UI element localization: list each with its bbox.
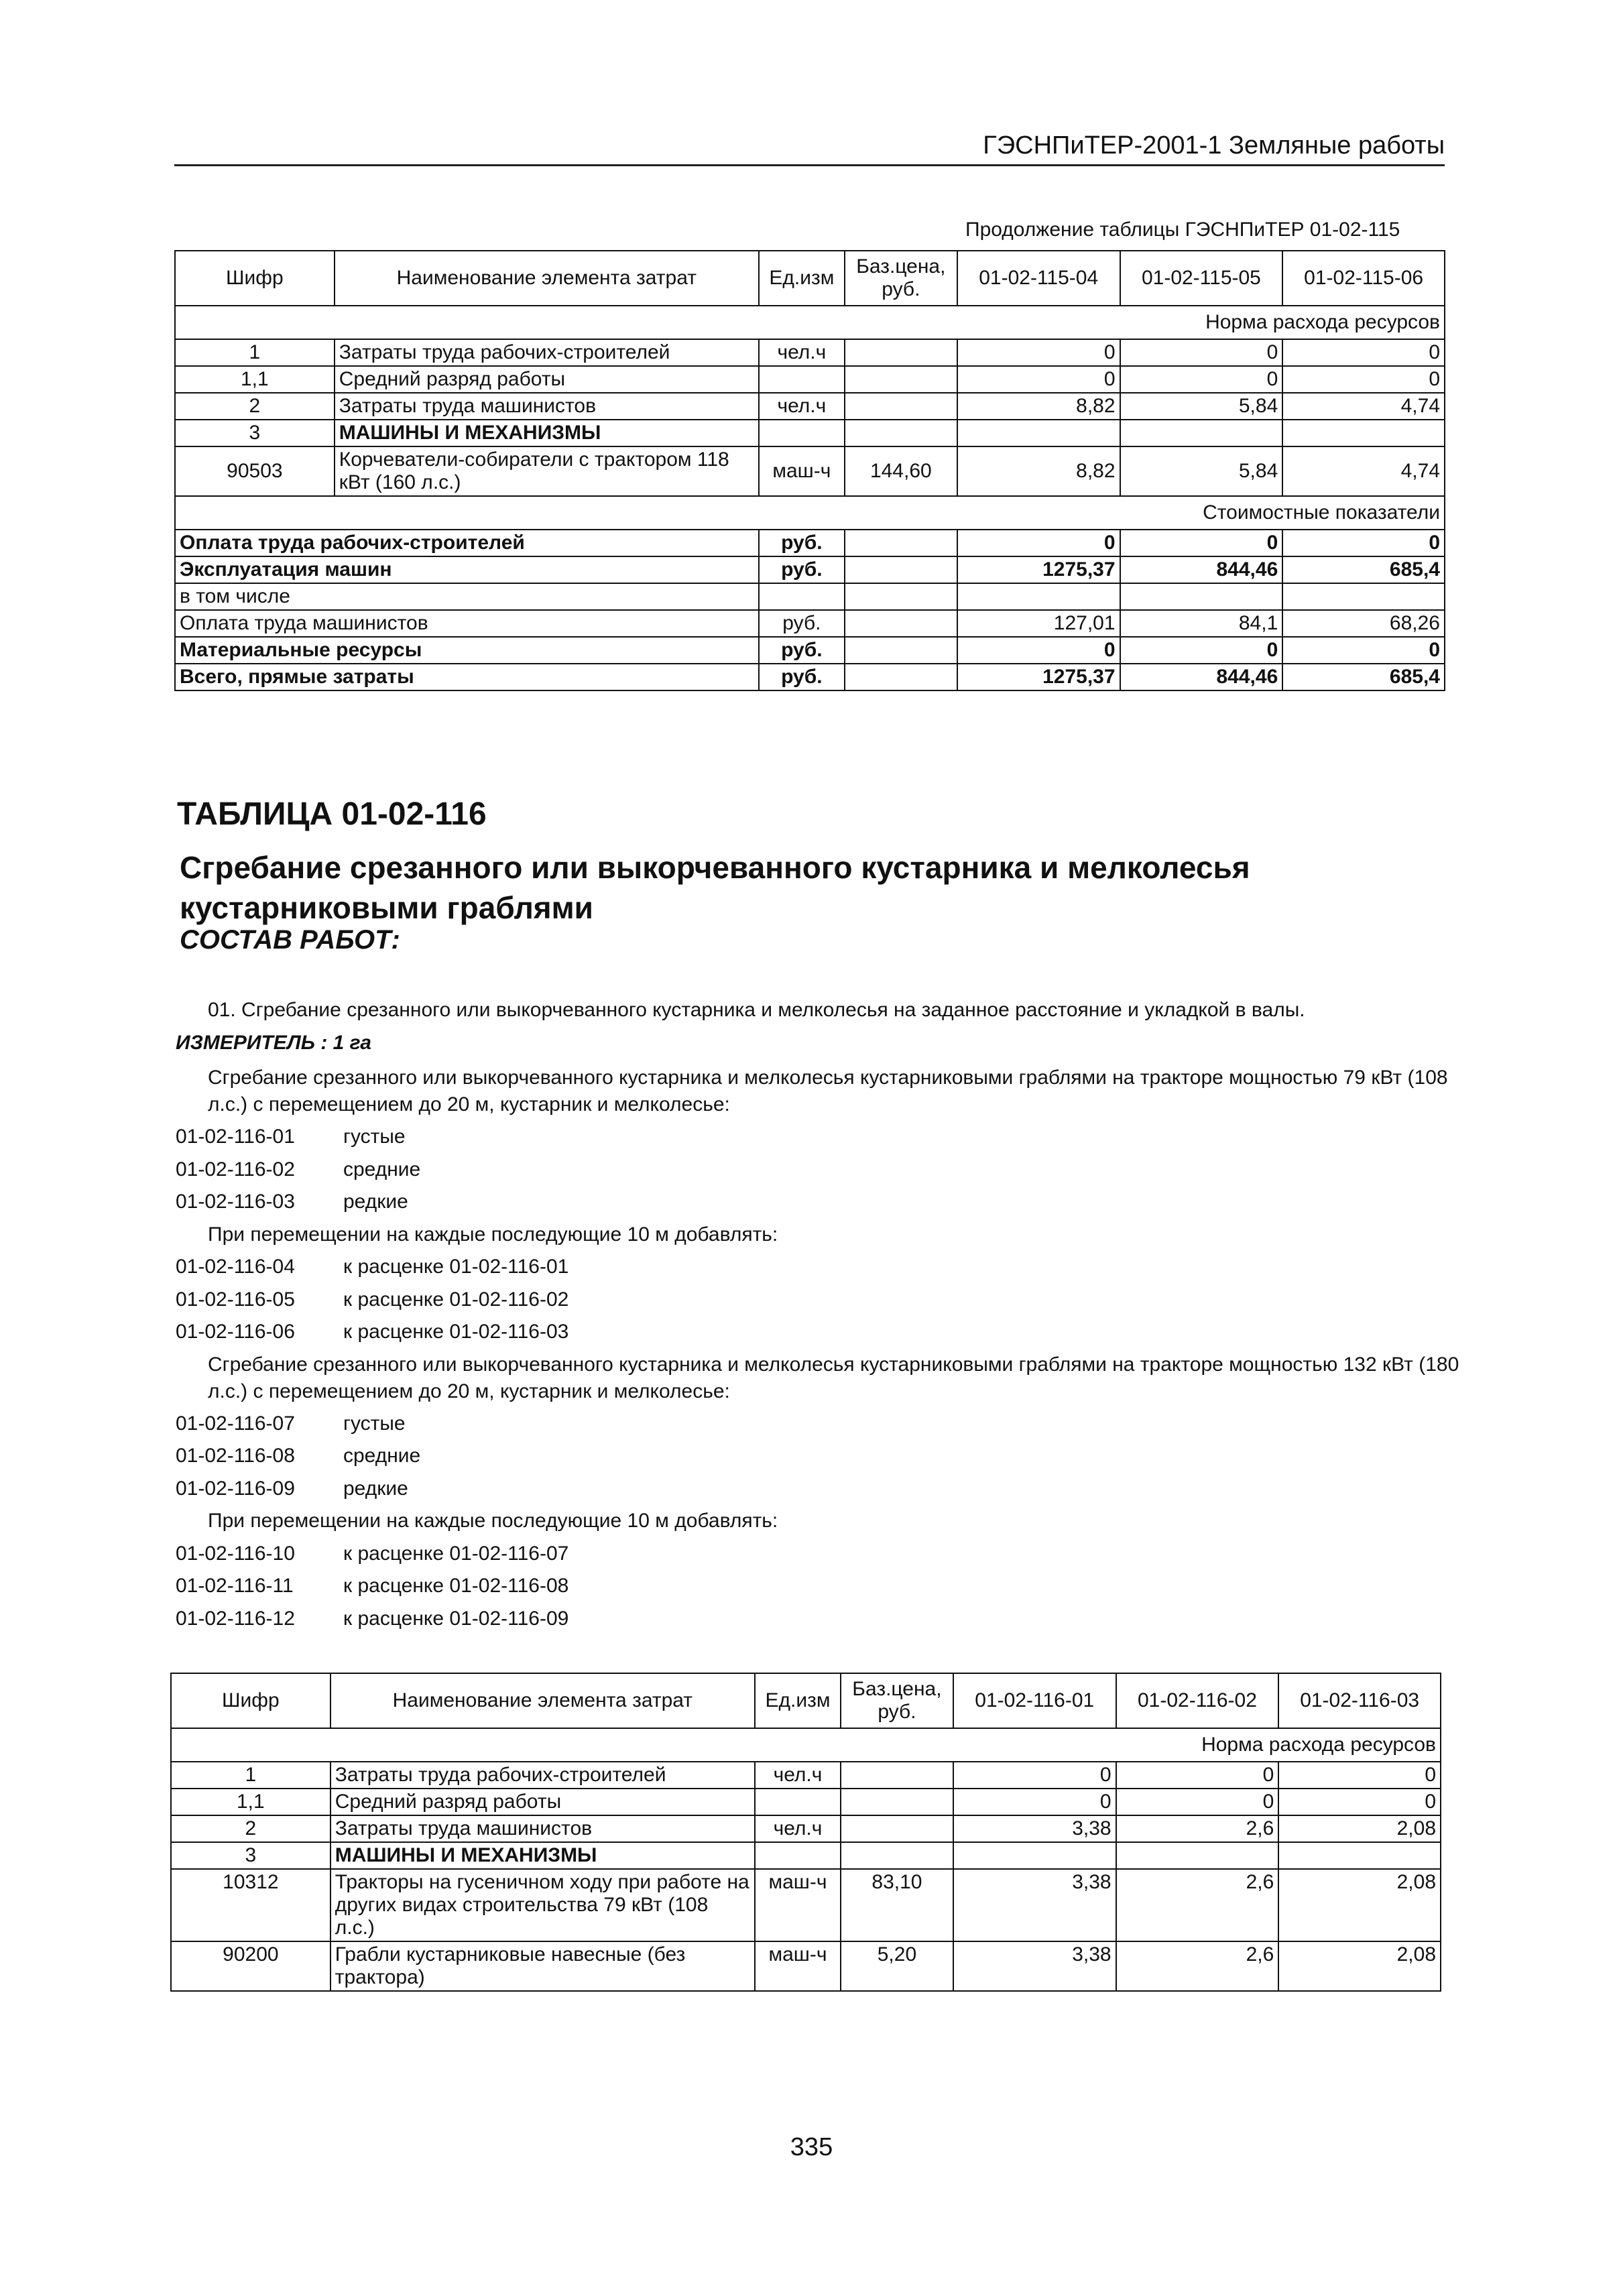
rate-text: к расценке 01-02-116-09 (343, 1607, 569, 1630)
cell-value: 0 (1282, 366, 1445, 393)
col-header-name: Наименование элемента затрат (335, 251, 759, 306)
rate-code: 01-02-116-04 (176, 1256, 295, 1278)
cell-value: 0 (953, 1789, 1116, 1815)
table-row (175, 556, 1445, 583)
cell-value: 1275,37 (957, 664, 1120, 690)
cell-name: в том числе (175, 583, 759, 610)
cell-unit: руб. (759, 664, 845, 690)
cell-name: Оплата труда рабочих-строителей (175, 530, 759, 556)
cell-value: 685,4 (1282, 556, 1445, 583)
cell-code: 2 (175, 393, 335, 420)
rate-code: 01-02-116-03 (176, 1191, 295, 1213)
cell-code: 1,1 (171, 1789, 330, 1815)
rate-text: средние (343, 1158, 421, 1181)
cell-value: 4,74 (1282, 446, 1445, 496)
rate-code: 01-02-116-10 (176, 1542, 295, 1565)
add-intro: При перемещении на каждые последующие 10 м добавлять: (208, 1510, 778, 1532)
list-item (176, 1603, 1469, 1636)
cell-value: 8,82 (957, 446, 1120, 496)
rate-text: средние (343, 1445, 421, 1467)
cell-value: 5,84 (1120, 393, 1283, 420)
table-row (175, 610, 1445, 637)
cell-price (845, 393, 957, 420)
cell-name: Материальные ресурсы (175, 637, 759, 664)
cell-value: 0 (957, 366, 1120, 393)
col-header-rate: 01-02-115-04 (957, 251, 1120, 306)
cell-name: Затраты труда рабочих-строителей (330, 1762, 755, 1789)
table-row (175, 339, 1445, 366)
cell-unit: маш-ч (759, 446, 845, 496)
cell-value: 5,84 (1120, 446, 1283, 496)
list-item (176, 1440, 1469, 1473)
cell-name: МАШИНЫ И МЕХАНИЗМЫ (335, 420, 759, 446)
table-row (171, 1815, 1441, 1842)
cell-code: 2 (171, 1815, 330, 1842)
table-row (171, 1869, 1441, 1941)
work-composition-heading: СОСТАВ РАБОТ: (180, 925, 400, 955)
running-header: ГЭСНПиТЕР-2001-1 Земляные работы (174, 131, 1445, 166)
col-header-rate: 01-02-116-03 (1278, 1673, 1441, 1728)
cell-unit: маш-ч (755, 1941, 841, 1991)
list-item (176, 1570, 1469, 1603)
cell-value: 0 (1120, 366, 1283, 393)
cell-unit: маш-ч (755, 1869, 841, 1941)
cell-price (845, 339, 957, 366)
cell-name: Затраты труда рабочих-строителей (335, 339, 759, 366)
cell-price: 5,20 (841, 1941, 953, 1991)
group-intro: Сгребание срезанного или выкорчеванного кустарника и мелколесья кустарниковыми граблями на тракторе мощностью 132 кВт (180 л.с.) с перемещением до 20 м, кустарник и мелколесье: (208, 1353, 1459, 1402)
cell-name: Затраты труда машинистов (335, 393, 759, 420)
section-heading: Сгребание срезанного или выкорчеванного кустарника и мелколесья кустарниковыми граблями (180, 850, 1250, 925)
cell-value: 2,6 (1116, 1815, 1279, 1842)
cell-value: 2,6 (1116, 1869, 1279, 1941)
cell-unit: чел.ч (755, 1762, 841, 1789)
list-item (176, 1121, 1469, 1154)
rate-text: густые (343, 1126, 406, 1148)
cell-code: 3 (171, 1842, 330, 1869)
table-continuation-caption: Продолжение таблицы ГЭСНПиТЕР 01-02-115 (965, 219, 1400, 241)
cell-value: 0 (1116, 1762, 1279, 1789)
rate-code: 01-02-116-02 (176, 1158, 295, 1181)
cell-value: 8,82 (957, 393, 1120, 420)
cell-value: 685,4 (1282, 664, 1445, 690)
cell-value: 0 (957, 339, 1120, 366)
cell-name: Тракторы на гусеничном ходу при работе на других видах строительства 79 кВт (108 л.с.) (330, 1869, 755, 1941)
table-row (171, 1941, 1441, 1991)
col-header-rate: 01-02-115-06 (1282, 251, 1445, 306)
cell-unit: чел.ч (759, 339, 845, 366)
cell-unit: чел.ч (759, 393, 845, 420)
table-row (171, 1789, 1441, 1815)
section-body (176, 994, 1469, 1635)
rate-code: 01-02-116-09 (176, 1477, 295, 1500)
col-header-rate: 01-02-115-05 (1120, 251, 1283, 306)
cell-unit: руб. (759, 610, 845, 637)
list-item (176, 1316, 1469, 1349)
cell-unit (759, 366, 845, 393)
list-item (176, 1408, 1469, 1441)
table-row (175, 420, 1445, 446)
cell-value: 0 (957, 530, 1120, 556)
cell-value: 2,6 (1116, 1941, 1279, 1991)
table-header-row (171, 1673, 1441, 1728)
col-header-unit: Ед.изм (755, 1673, 841, 1728)
work-item: 01. Сгребание срезанного или выкорчеванного кустарника и мелколесья на заданное расстояние и укладкой в валы. (208, 999, 1305, 1021)
cell-code: 3 (175, 420, 335, 446)
cell-value: 3,38 (953, 1815, 1116, 1842)
rate-code: 01-02-116-11 (176, 1575, 294, 1597)
cell-value: 0 (1282, 637, 1445, 664)
page-number: 335 (790, 2133, 833, 2161)
rate-code: 01-02-116-07 (176, 1412, 295, 1435)
table-row (175, 446, 1445, 496)
cell-value: 0 (1282, 339, 1445, 366)
table-row (175, 637, 1445, 664)
rate-text: густые (343, 1412, 406, 1435)
list-item (176, 1473, 1469, 1506)
cell-name: Всего, прямые затраты (175, 664, 759, 690)
cell-value: 844,46 (1120, 664, 1283, 690)
rate-text: к расценке 01-02-116-03 (343, 1321, 569, 1343)
rate-code: 01-02-116-08 (176, 1445, 295, 1467)
list-item (176, 1154, 1469, 1187)
rate-code: 01-02-116-01 (176, 1126, 295, 1148)
resource-table-116 (170, 1673, 1441, 1992)
col-header-unit: Ед.изм (759, 251, 845, 306)
col-header-rate: 01-02-116-02 (1116, 1673, 1279, 1728)
rate-text: к расценке 01-02-116-08 (343, 1575, 569, 1597)
list-item (176, 1251, 1469, 1284)
cell-name: Корчеватели-собиратели с трактором 118 кВт (160 л.с.) (335, 446, 759, 496)
cell-value: 2,08 (1278, 1815, 1441, 1842)
cell-value: 4,74 (1282, 393, 1445, 420)
cell-unit: чел.ч (755, 1815, 841, 1842)
meter-label: ИЗМЕРИТЕЛЬ : 1 га (176, 1031, 371, 1054)
cell-name: Средний разряд работы (330, 1789, 755, 1815)
list-item (176, 1538, 1469, 1571)
cell-name: Оплата труда машинистов (175, 610, 759, 637)
cell-value: 1275,37 (957, 556, 1120, 583)
cell-value: 0 (1116, 1789, 1279, 1815)
list-item (176, 1284, 1469, 1317)
cell-value: 0 (1120, 637, 1283, 664)
col-header-rate: 01-02-116-01 (953, 1673, 1116, 1728)
list-item (176, 1186, 1469, 1219)
cell-value: 0 (1278, 1762, 1441, 1789)
cell-code: 1 (175, 339, 335, 366)
cell-value: 844,46 (1120, 556, 1283, 583)
col-header-code: Шифр (171, 1673, 330, 1728)
cell-value: 3,38 (953, 1869, 1116, 1941)
rate-text: к расценке 01-02-116-07 (343, 1542, 569, 1565)
cell-unit: руб. (759, 530, 845, 556)
cell-code: 90200 (171, 1941, 330, 1991)
add-intro: При перемещении на каждые последующие 10 м добавлять: (208, 1223, 778, 1246)
cell-price (845, 366, 957, 393)
table-row (171, 1842, 1441, 1869)
table-row (175, 366, 1445, 393)
cell-code: 10312 (171, 1869, 330, 1941)
cell-name: Средний разряд работы (335, 366, 759, 393)
cell-name: Грабли кустарниковые навесные (без трактора) (330, 1941, 755, 1991)
rate-text: редкие (343, 1477, 408, 1500)
col-header-code: Шифр (175, 251, 335, 306)
table-row (175, 664, 1445, 690)
cell-code: 90503 (175, 446, 335, 496)
rate-text: редкие (343, 1191, 408, 1213)
cell-value: 0 (957, 637, 1120, 664)
cell-value: 3,38 (953, 1941, 1116, 1991)
cost-band: Стоимостные показатели (175, 496, 1445, 530)
resource-table-115 (174, 250, 1445, 691)
cell-value: 68,26 (1282, 610, 1445, 637)
cell-value: 2,08 (1278, 1869, 1441, 1941)
cell-name: МАШИНЫ И МЕХАНИЗМЫ (330, 1842, 755, 1869)
cell-code: 1,1 (175, 366, 335, 393)
cell-unit: руб. (759, 556, 845, 583)
cell-value: 0 (1120, 339, 1283, 366)
norm-band: Норма расхода ресурсов (175, 306, 1445, 339)
norm-band: Норма расхода ресурсов (171, 1728, 1441, 1762)
cell-unit: руб. (759, 637, 845, 664)
rate-text: к расценке 01-02-116-01 (343, 1256, 569, 1278)
cell-value: 2,08 (1278, 1941, 1441, 1991)
col-header-price: Баз.цена, руб. (845, 251, 957, 306)
cell-price (841, 1762, 953, 1789)
table-row (175, 393, 1445, 420)
table-title: ТАБЛИЦА 01-02-116 (177, 796, 487, 832)
rate-text: к расценке 01-02-116-02 (343, 1288, 569, 1311)
cell-value: 0 (953, 1762, 1116, 1789)
col-header-price: Баз.цена, руб. (841, 1673, 953, 1728)
table-row (175, 583, 1445, 610)
cell-unit (755, 1789, 841, 1815)
table-header-row (175, 251, 1445, 306)
cell-value: 127,01 (957, 610, 1120, 637)
col-header-name: Наименование элемента затрат (330, 1673, 755, 1728)
rate-code: 01-02-116-12 (176, 1607, 295, 1630)
cell-value: 0 (1282, 530, 1445, 556)
table-row (171, 1762, 1441, 1789)
cell-price (841, 1789, 953, 1815)
rate-code: 01-02-116-06 (176, 1321, 295, 1343)
cell-price: 83,10 (841, 1869, 953, 1941)
table-row (175, 530, 1445, 556)
cell-value: 84,1 (1120, 610, 1283, 637)
rate-code: 01-02-116-05 (176, 1288, 295, 1311)
cell-code: 1 (171, 1762, 330, 1789)
cell-value: 0 (1120, 530, 1283, 556)
cell-value: 0 (1278, 1789, 1441, 1815)
cell-name: Эксплуатация машин (175, 556, 759, 583)
cell-name: Затраты труда машинистов (330, 1815, 755, 1842)
cell-price (841, 1815, 953, 1842)
group-intro: Сгребание срезанного или выкорчеванного кустарника и мелколесья кустарниковыми граблями на тракторе мощностью 79 кВт (108 л.с.) с перемещением до 20 м, кустарник и мелколесье: (208, 1067, 1448, 1115)
cell-price: 144,60 (845, 446, 957, 496)
